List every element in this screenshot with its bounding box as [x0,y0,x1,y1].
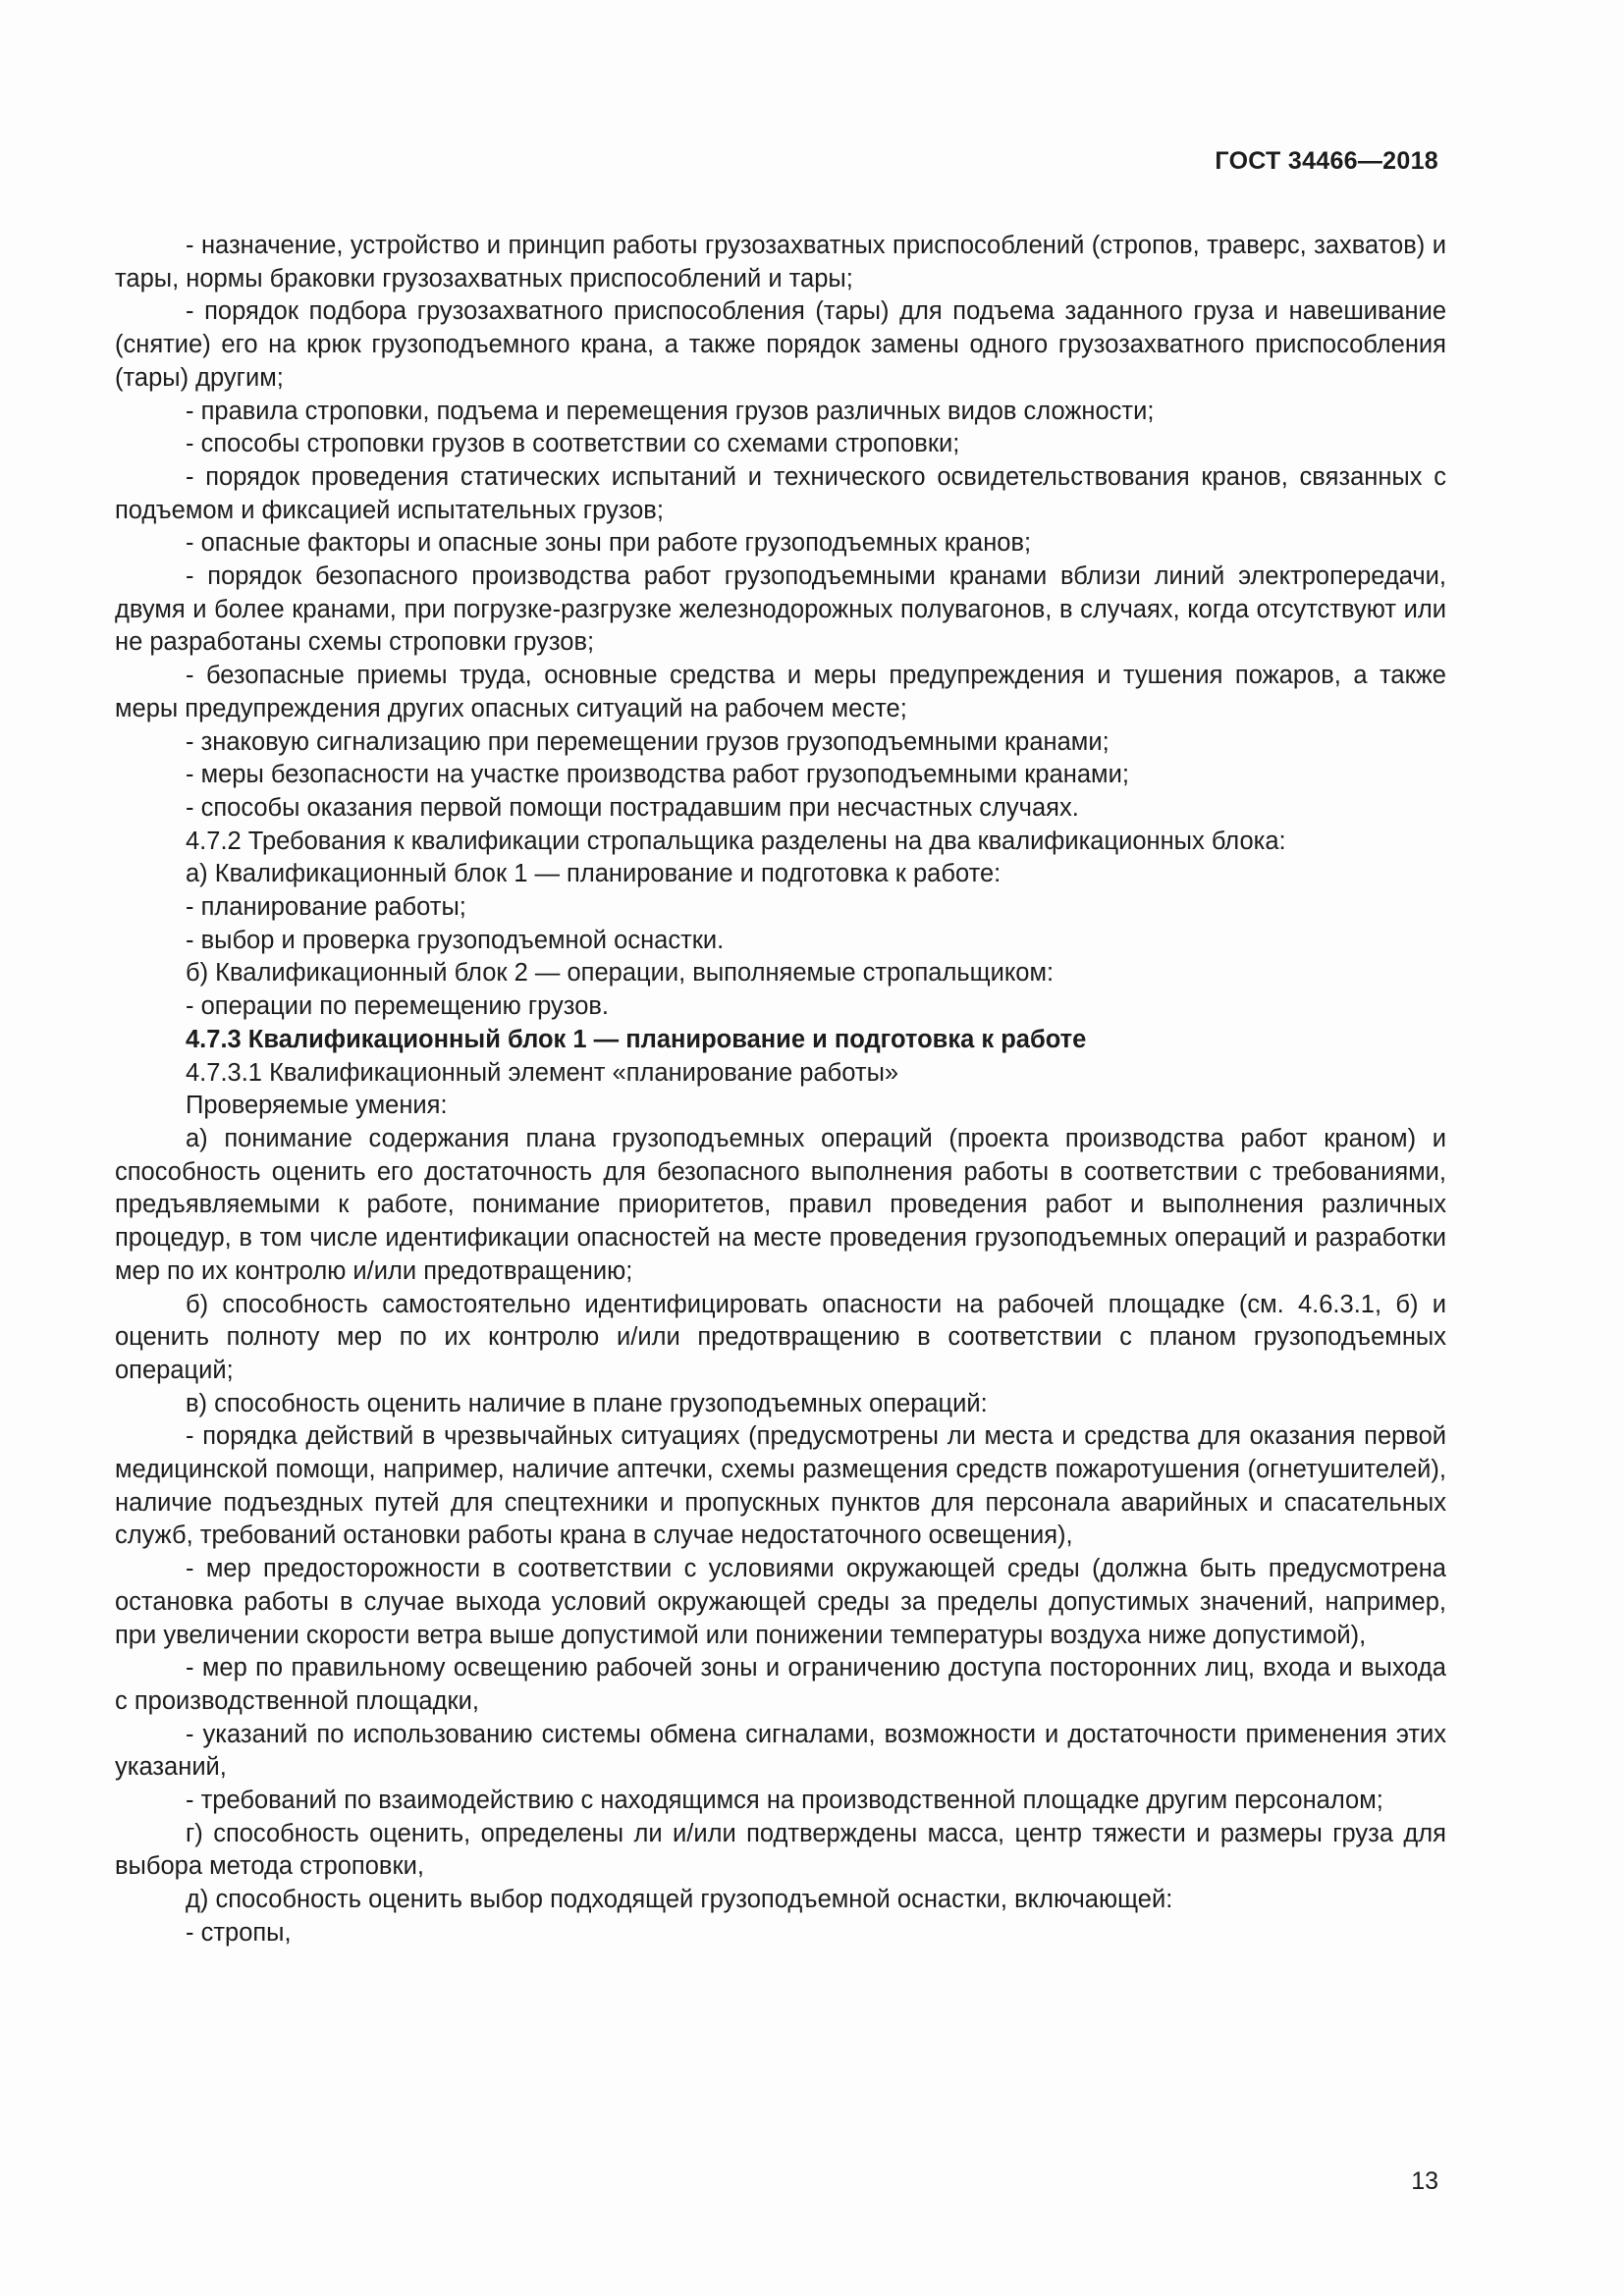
body-paragraph: - порядка действий в чрезвычайных ситуациях (предусмотрены ли места и средства для оказания первой медицинской помощи, например, наличие аптечки, схемы размещения средств пожаротушения (огнетушителей), наличие подъездных путей для спецтехники и пропускных пунктов для персонала аварийных и спасательных служб, требований остановки работы крана в случае недостаточного освещения), [115,1422,1446,1550]
body-paragraph: - знаковую сигнализацию при перемещении грузов грузоподъемными кранами; [186,727,1110,756]
body-paragraph: - выбор и проверка грузоподъемной оснастки. [186,926,725,954]
body-paragraph: - меры безопасности на участке производства работ грузоподъемными кранами; [186,761,1129,789]
document-body [115,230,1446,1950]
body-paragraph: - порядок подбора грузозахватного приспособления (тары) для подъема заданного груза и навешивание (снятие) его на крюк грузоподъемного крана, а также порядок замены одного грузозахватного приспособления (тары) другим; [115,297,1446,392]
body-paragraph: а) Квалификационный блок 1 — планирование и подготовка к работе: [186,860,1001,888]
body-paragraph: - мер по правильному освещению рабочей зоны и ограничению доступа посторонних лиц, входа и выхода с производственной площадки, [115,1654,1446,1715]
body-paragraph: - способы строповки грузов в соответствии со схемами строповки; [186,430,960,458]
body-paragraph: - правила строповки, подъема и перемещения грузов различных видов сложности; [186,397,1155,425]
body-paragraph: а) понимание содержания плана грузоподъемных операций (проекта производства работ краном) и способность оценить его достаточность для безопасного выполнения работы в соответствии с требованиями, предъявляемыми к работе, понимание приоритетов, правил проведения работ и выполнения различных процедур, в том числе идентификации опасностей на месте проведения грузоподъемных операций и разработки мер по их контролю и/или предотвращению; [115,1124,1446,1285]
body-paragraph: д) способность оценить выбор подходящей грузоподъемной оснастки, включающей: [186,1886,1173,1914]
body-paragraph: - порядок безопасного производства работ грузоподъемными кранами вблизи линий электропередачи, двумя и более кранами, при погрузке-разгрузке железнодорожных полувагонов, в случаях, когда отсутствуют или не разработаны схемы строповки грузов; [115,562,1446,657]
body-paragraph: - порядок проведения статических испытаний и технического освидетельствования кранов, связанных с подъемом и фиксацией испытательных грузов; [115,462,1446,524]
body-paragraph: г) способность оценить, определены ли и/или подтверждены масса, центр тяжести и размеры груза для выбора метода строповки, [115,1819,1446,1881]
body-paragraph: - способы оказания первой помощи пострадавшим при несчастных случаях. [186,793,1079,822]
body-paragraph: - требований по взаимодействию с находящимся на производственной площадке другим персоналом; [186,1787,1383,1815]
body-paragraph: - назначение, устройство и принцип работы грузозахватных приспособлений (стропов, траверс, захватов) и тары, нормы браковки грузозахватных приспособлений и тары; [115,232,1446,293]
body-paragraph: Проверяемые умения: [186,1092,448,1120]
body-paragraph: - опасные факторы и опасные зоны при работе грузоподъемных кранов; [186,529,1032,558]
body-paragraph: 4.7.3.1 Квалификационный элемент «планирование работы» [186,1058,899,1087]
body-paragraph: - операции по перемещению грузов. [186,992,610,1021]
section-heading: 4.7.3 Квалификационный блок 1 — планирование и подготовка к работе [186,1025,1087,1053]
standard-code-header: ГОСТ 34466—2018 [1215,147,1438,175]
body-paragraph: - мер предосторожности в соответствии с условиями окружающей среды (должна быть предусмотрена остановка работы в случае выхода условий окружающей среды за пределы допустимых значений, например, при увеличении скорости ветра выше допустимой или понижении температуры воздуха ниже допустимой), [115,1555,1446,1649]
body-paragraph: - указаний по использованию системы обмена сигналами, возможности и достаточности применения этих указаний, [115,1720,1446,1782]
body-paragraph: - безопасные приемы труда, основные средства и меры предупреждения и тушения пожаров, а также меры предупреждения других опасных ситуаций на рабочем месте; [115,662,1446,722]
body-paragraph: - стропы, [186,1918,292,1947]
page-number: 13 [1411,2167,1438,2195]
body-paragraph: - планирование работы; [186,893,466,922]
body-paragraph: в) способность оценить наличие в плане грузоподъемных операций: [186,1389,988,1417]
body-paragraph: б) способность самостоятельно идентифицировать опасности на рабочей площадке (см. 4.6.3.1, б) и оценить полноту мер по их контролю и/или предотвращению в соответствии с планом грузоподъемных операций; [115,1290,1446,1384]
body-paragraph: б) Квалификационный блок 2 — операции, выполняемые стропальщиком: [186,959,1055,988]
body-paragraph: 4.7.2 Требования к квалификации стропальщика разделены на два квалификационных блока: [186,827,1286,855]
